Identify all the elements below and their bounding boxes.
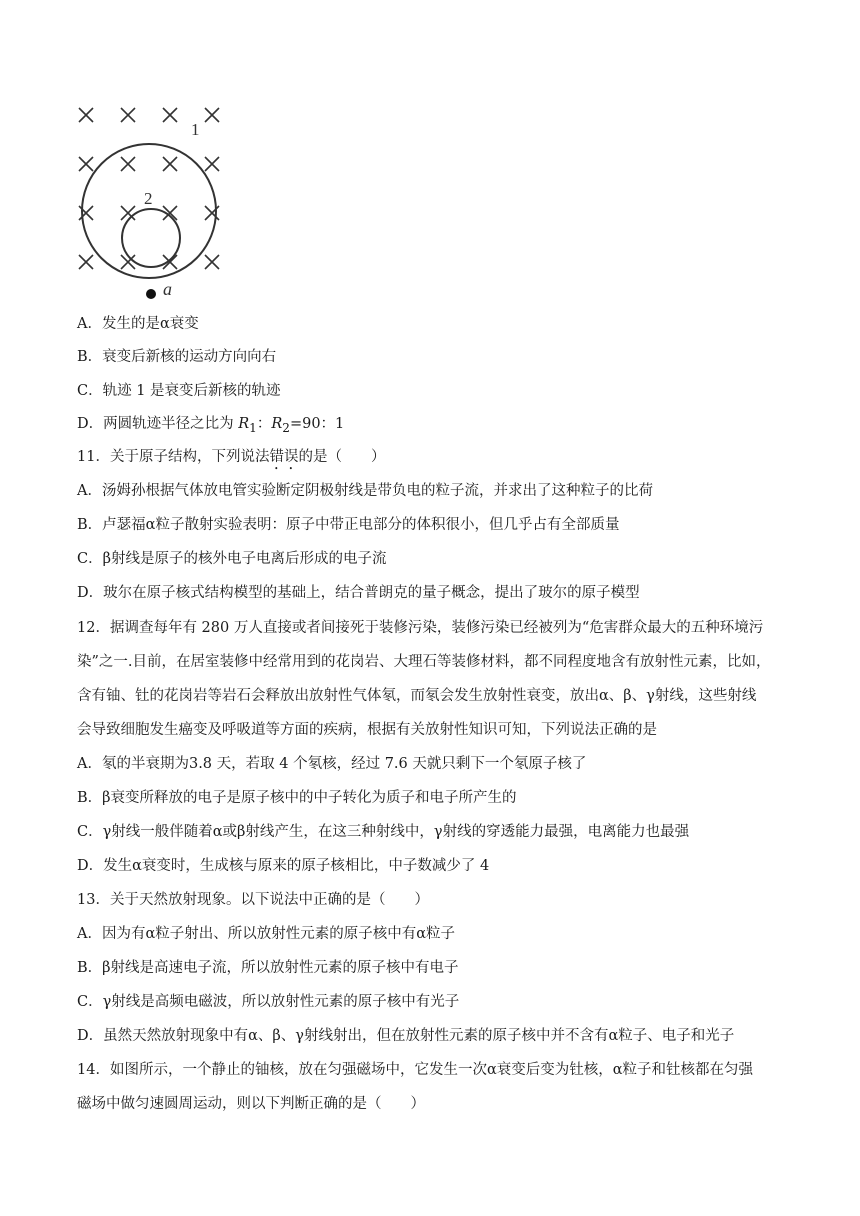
field-cross-mark	[163, 157, 177, 171]
decay-point	[146, 289, 156, 299]
q12-option-c: C．γ射线一般伴随着α或β射线产生，在这三种射线中，γ射线的穿透能力最强，电离能力也最强	[77, 824, 690, 840]
field-cross-mark	[121, 157, 135, 171]
q13-option-b: B．β射线是高速电子流，所以放射性元素的原子核中有电子	[77, 960, 459, 976]
q12-option-a: A．氡的半衰期为3.8 天，若取 4 个氡核，经过 7.6 天就只剩下一个氡原子核了	[77, 756, 587, 772]
field-cross-mark	[205, 108, 219, 122]
q10-d-colon: ：	[256, 416, 272, 432]
field-cross-mark	[79, 157, 93, 171]
field-cross-mark	[79, 255, 93, 269]
q10-d-ratio: =90：1	[289, 416, 345, 432]
q11-option-d: D．玻尔在原子核式结构模型的基础上，结合普朗克的量子概念，提出了玻尔的原子模型	[77, 585, 640, 601]
radius-r1-sub: 1	[249, 420, 257, 435]
radius-r1: R	[238, 416, 250, 432]
q10-option-a: A．发生的是α衰变	[77, 316, 199, 332]
q11-stem-emphasis: 错误	[269, 449, 299, 465]
q10-option-d	[77, 414, 344, 438]
q13-option-c: C．γ射线是高频电磁波，所以放射性元素的原子核中有光子	[77, 994, 460, 1010]
q14-stem-line-2: 磁场中做匀速圆周运动，则以下判断正确的是（ ）	[77, 1096, 425, 1112]
field-cross-mark	[79, 108, 93, 122]
q13-stem: 13．关于天然放射现象。以下说法中正确的是（ ）	[77, 892, 429, 908]
q11-stem	[77, 447, 385, 473]
q14-stem-line-1: 14．如图所示，一个静止的铀核，放在匀强磁场中，它发生一次α衰变后变为钍核，α粒子和钍核都在匀强	[77, 1062, 754, 1078]
field-cross-mark	[205, 157, 219, 171]
particle-a-label: a	[163, 279, 172, 299]
q10-option-b: B．衰变后新核的运动方向向右	[77, 349, 277, 365]
q13-option-d: D．虽然天然放射现象中有α、β、γ射线射出，但在放射性元素的原子核中并不含有α粒子、电子和光子	[77, 1028, 735, 1044]
q12-stem-line-2: 染”之一.目前，在居室装修中经常用到的花岗岩、大理石等装修材料，都不同程度地含有放射性元素，比如，	[77, 654, 771, 670]
trajectory-1-label: 1	[191, 120, 200, 139]
q12-stem-line-1: 12．据调查每年有 280 万人直接或者间接死于装修污染，装修污染已经被列为“危害群众最大的五种环境污	[77, 620, 764, 636]
trajectory-2	[122, 209, 180, 267]
q11-option-c: C．β射线是原子的核外电子电离后形成的电子流	[77, 551, 387, 567]
q13-option-a: A．因为有α粒子射出、所以放射性元素的原子核中有α粒子	[77, 926, 456, 942]
field-cross-mark	[121, 108, 135, 122]
q10-option-c: C．轨迹 1 是衰变后新核的轨迹	[77, 383, 281, 399]
magnetic-field-figure	[72, 98, 242, 308]
q10-d-text: D．两圆轨迹半径之比为	[77, 416, 239, 432]
q11-option-b: B．卢瑟福α粒子散射实验表明：原子中带正电部分的体积很小，但几乎占有全部质量	[77, 517, 620, 533]
q11-option-a: A．汤姆孙根据气体放电管实验断定阴极射线是带负电的粒子流，并求出了这种粒子的比荷	[77, 483, 653, 499]
q12-stem-line-3: 含有铀、钍的花岗岩等岩石会释放出放射性气体氡，而氡会发生放射性衰变，放出α、β、γ射线，这些射线	[77, 688, 757, 704]
q11-stem-post: 的是（ ）	[298, 449, 386, 465]
q12-option-b: B．β衰变所释放的电子是原子核中的中子转化为质子和电子所产生的	[77, 790, 517, 806]
field-cross-mark	[121, 206, 135, 220]
q12-stem-line-4: 会导致细胞发生癌变及呼吸道等方面的疾病，根据有关放射性知识可知，下列说法正确的是	[77, 722, 657, 738]
q11-stem-pre: 11．关于原子结构，下列说法	[77, 449, 270, 465]
radius-r2-sub: 2	[282, 420, 290, 435]
field-cross-mark	[163, 108, 177, 122]
field-cross-mark	[205, 255, 219, 269]
trajectory-2-label: 2	[144, 189, 153, 208]
radius-r2: R	[271, 416, 283, 432]
q12-option-d: D．发生α衰变时，生成核与原来的原子核相比，中子数减少了 4	[77, 858, 490, 874]
trajectory-1	[82, 144, 216, 278]
field-cross-mark	[163, 255, 177, 269]
